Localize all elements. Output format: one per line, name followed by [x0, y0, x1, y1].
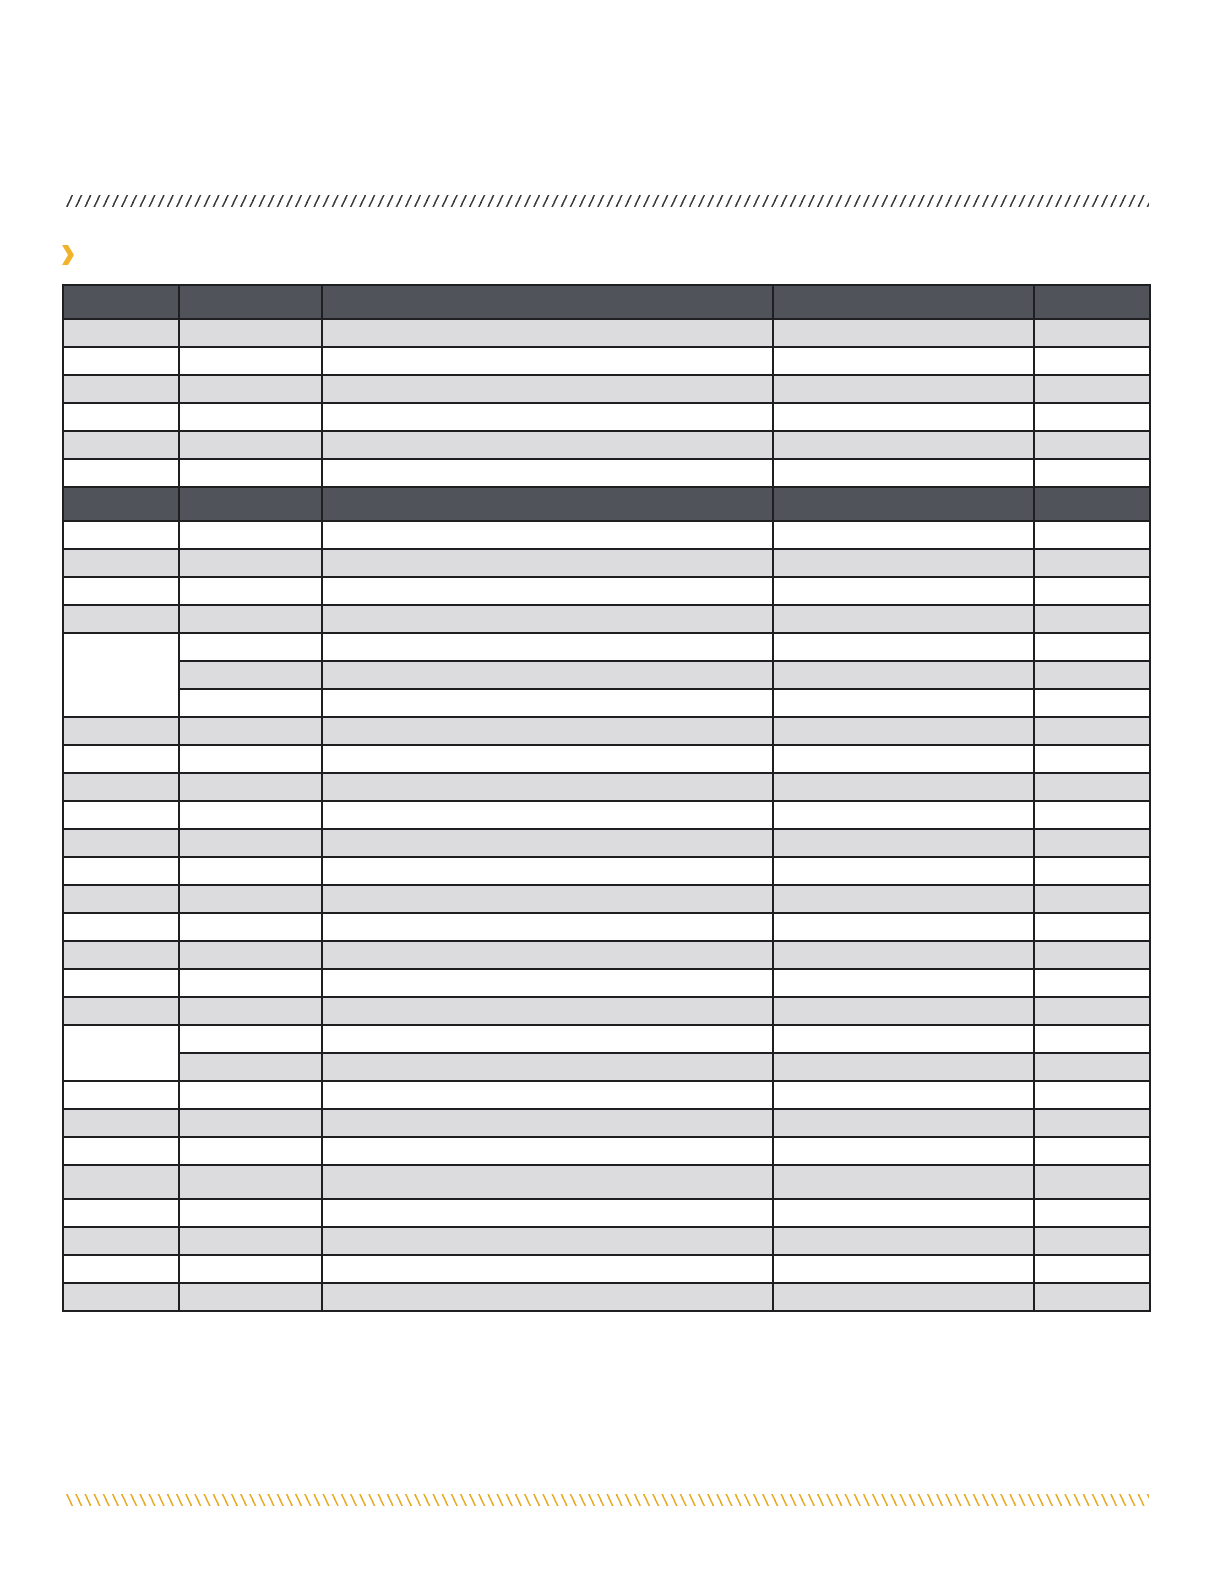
table-row	[63, 375, 1150, 403]
table-cell	[773, 661, 1034, 689]
header-cell	[773, 285, 1034, 319]
header-cell	[322, 285, 773, 319]
table-cell	[179, 829, 322, 857]
table-cell	[322, 717, 773, 745]
table-row	[63, 1081, 1150, 1109]
table-cell	[322, 633, 773, 661]
header-cell	[773, 487, 1034, 521]
table-cell	[1034, 997, 1150, 1025]
table-cell	[63, 347, 179, 375]
table-cell	[179, 633, 322, 661]
table-row	[63, 857, 1150, 885]
bottom-hatch-divider	[66, 1494, 1149, 1506]
table-cell	[1034, 375, 1150, 403]
table-cell	[63, 745, 179, 773]
table-row	[63, 801, 1150, 829]
table-cell	[1034, 941, 1150, 969]
table-row	[63, 717, 1150, 745]
table-cell	[179, 577, 322, 605]
table-cell	[1034, 689, 1150, 717]
table-cell	[179, 1053, 322, 1081]
data-table	[62, 284, 1151, 1312]
table-cell	[1034, 459, 1150, 487]
table-cell	[1034, 431, 1150, 459]
table-row	[63, 1255, 1150, 1283]
table-cell	[1034, 857, 1150, 885]
data-table-container	[62, 284, 1149, 1312]
table-cell	[1034, 403, 1150, 431]
table-cell	[63, 801, 179, 829]
table-cell	[1034, 1081, 1150, 1109]
table-cell	[773, 1199, 1034, 1227]
table-cell	[63, 1283, 179, 1311]
header-cell	[179, 487, 322, 521]
table-cell	[179, 1165, 322, 1199]
table-cell	[63, 633, 179, 717]
table-cell	[773, 521, 1034, 549]
table-cell	[1034, 1255, 1150, 1283]
table-cell	[773, 1025, 1034, 1053]
table-cell	[63, 521, 179, 549]
table-cell	[179, 1283, 322, 1311]
table-cell	[773, 717, 1034, 745]
table-row	[63, 773, 1150, 801]
table-cell	[322, 1165, 773, 1199]
table-row	[63, 549, 1150, 577]
table-cell	[773, 605, 1034, 633]
header-cell	[63, 285, 179, 319]
header-cell	[179, 285, 322, 319]
table-cell	[63, 1137, 179, 1165]
table-cell	[63, 459, 179, 487]
chevron-right-icon	[62, 245, 74, 265]
table-row	[63, 403, 1150, 431]
table-cell	[773, 1137, 1034, 1165]
table-cell	[1034, 521, 1150, 549]
table-cell	[322, 403, 773, 431]
table-cell	[179, 1137, 322, 1165]
table-cell	[1034, 745, 1150, 773]
table-cell	[1034, 1199, 1150, 1227]
table-row	[63, 913, 1150, 941]
table-cell	[63, 549, 179, 577]
table-cell	[179, 403, 322, 431]
table-row	[63, 1053, 1150, 1081]
header-cell	[63, 487, 179, 521]
table-cell	[322, 829, 773, 857]
table-cell	[773, 745, 1034, 773]
table-cell	[63, 773, 179, 801]
table-cell	[179, 689, 322, 717]
table-cell	[773, 1081, 1034, 1109]
header-cell	[1034, 285, 1150, 319]
table-header-row	[63, 487, 1150, 521]
table-cell	[322, 773, 773, 801]
table-cell	[322, 375, 773, 403]
table-cell	[322, 1283, 773, 1311]
table-cell	[179, 1025, 322, 1053]
top-hatch-divider	[66, 195, 1149, 207]
table-cell	[179, 347, 322, 375]
table-cell	[1034, 773, 1150, 801]
table-row	[63, 885, 1150, 913]
table-cell	[63, 857, 179, 885]
table-row	[63, 1199, 1150, 1227]
table-cell	[773, 459, 1034, 487]
table-row	[63, 577, 1150, 605]
table-cell	[1034, 1025, 1150, 1053]
header-cell	[1034, 487, 1150, 521]
table-row	[63, 1165, 1150, 1199]
table-cell	[1034, 319, 1150, 347]
table-cell	[322, 1199, 773, 1227]
table-cell	[179, 997, 322, 1025]
table-cell	[322, 913, 773, 941]
table-cell	[179, 549, 322, 577]
table-cell	[1034, 1283, 1150, 1311]
table-cell	[63, 885, 179, 913]
table-cell	[63, 1227, 179, 1255]
table-cell	[322, 661, 773, 689]
table-cell	[773, 1227, 1034, 1255]
table-cell	[322, 459, 773, 487]
table-cell	[773, 941, 1034, 969]
table-cell	[773, 549, 1034, 577]
table-cell	[63, 1109, 179, 1137]
table-cell	[179, 717, 322, 745]
table-cell	[63, 1199, 179, 1227]
table-cell	[322, 1025, 773, 1053]
table-cell	[1034, 1137, 1150, 1165]
table-cell	[322, 1053, 773, 1081]
table-cell	[773, 885, 1034, 913]
table-cell	[773, 829, 1034, 857]
table-cell	[322, 1255, 773, 1283]
table-cell	[63, 913, 179, 941]
table-cell	[1034, 1165, 1150, 1199]
table-cell	[773, 403, 1034, 431]
table-row	[63, 605, 1150, 633]
table-cell	[1034, 913, 1150, 941]
table-cell	[322, 941, 773, 969]
table-cell	[63, 319, 179, 347]
table-row	[63, 431, 1150, 459]
table-cell	[179, 319, 322, 347]
table-row	[63, 347, 1150, 375]
table-cell	[63, 1025, 179, 1081]
table-cell	[63, 431, 179, 459]
table-cell	[773, 1165, 1034, 1199]
table-cell	[773, 1053, 1034, 1081]
table-cell	[63, 403, 179, 431]
table-header-row	[63, 285, 1150, 319]
table-row	[63, 689, 1150, 717]
table-cell	[179, 885, 322, 913]
table-cell	[773, 633, 1034, 661]
table-row	[63, 941, 1150, 969]
table-cell	[1034, 885, 1150, 913]
table-cell	[179, 431, 322, 459]
table-cell	[63, 1081, 179, 1109]
table-cell	[773, 801, 1034, 829]
table-cell	[179, 375, 322, 403]
table-cell	[1034, 661, 1150, 689]
table-cell	[179, 801, 322, 829]
table-cell	[322, 577, 773, 605]
table-cell	[179, 605, 322, 633]
table-cell	[1034, 605, 1150, 633]
table-cell	[773, 1255, 1034, 1283]
table-cell	[322, 605, 773, 633]
table-row	[63, 633, 1150, 661]
table-cell	[322, 969, 773, 997]
table-cell	[322, 549, 773, 577]
table-cell	[63, 605, 179, 633]
table-row	[63, 1109, 1150, 1137]
table-cell	[179, 1227, 322, 1255]
table-cell	[773, 1283, 1034, 1311]
table-row	[63, 319, 1150, 347]
table-cell	[1034, 549, 1150, 577]
table-cell	[63, 375, 179, 403]
table-cell	[179, 1109, 322, 1137]
table-cell	[63, 1165, 179, 1199]
table-row	[63, 1283, 1150, 1311]
table-cell	[322, 431, 773, 459]
table-cell	[773, 1109, 1034, 1137]
table-cell	[773, 689, 1034, 717]
table-cell	[322, 1137, 773, 1165]
table-cell	[773, 997, 1034, 1025]
table-cell	[63, 1255, 179, 1283]
table-cell	[1034, 801, 1150, 829]
table-cell	[773, 347, 1034, 375]
table-cell	[1034, 577, 1150, 605]
table-cell	[322, 689, 773, 717]
table-row	[63, 521, 1150, 549]
table-cell	[322, 885, 773, 913]
table-cell	[63, 829, 179, 857]
header-cell	[322, 487, 773, 521]
table-cell	[179, 1255, 322, 1283]
table-cell	[322, 997, 773, 1025]
table-cell	[773, 431, 1034, 459]
table-cell	[1034, 717, 1150, 745]
table-row	[63, 829, 1150, 857]
table-cell	[63, 997, 179, 1025]
table-cell	[63, 941, 179, 969]
table-cell	[63, 577, 179, 605]
table-cell	[322, 319, 773, 347]
table-cell	[179, 745, 322, 773]
table-row	[63, 997, 1150, 1025]
table-cell	[322, 1109, 773, 1137]
table-cell	[773, 969, 1034, 997]
table-cell	[1034, 829, 1150, 857]
table-cell	[773, 577, 1034, 605]
table-cell	[179, 1081, 322, 1109]
table-cell	[1034, 1109, 1150, 1137]
table-row	[63, 969, 1150, 997]
table-row	[63, 661, 1150, 689]
table-row	[63, 745, 1150, 773]
table-cell	[179, 1199, 322, 1227]
table-row	[63, 1137, 1150, 1165]
table-cell	[1034, 633, 1150, 661]
table-cell	[1034, 1227, 1150, 1255]
table-cell	[179, 857, 322, 885]
table-cell	[773, 375, 1034, 403]
table-cell	[322, 521, 773, 549]
table-cell	[63, 969, 179, 997]
table-cell	[179, 969, 322, 997]
table-cell	[773, 773, 1034, 801]
table-cell	[1034, 347, 1150, 375]
table-cell	[322, 347, 773, 375]
table-cell	[179, 773, 322, 801]
table-cell	[179, 661, 322, 689]
table-cell	[773, 319, 1034, 347]
table-cell	[179, 913, 322, 941]
table-cell	[322, 745, 773, 773]
table-cell	[773, 857, 1034, 885]
table-cell	[322, 857, 773, 885]
table-cell	[322, 1227, 773, 1255]
table-row	[63, 1227, 1150, 1255]
table-cell	[1034, 969, 1150, 997]
table-cell	[1034, 1053, 1150, 1081]
table-cell	[63, 717, 179, 745]
table-cell	[179, 941, 322, 969]
table-cell	[179, 459, 322, 487]
table-cell	[322, 1081, 773, 1109]
table-cell	[179, 521, 322, 549]
table-cell	[773, 913, 1034, 941]
table-cell	[322, 801, 773, 829]
table-section-2	[63, 521, 1150, 1311]
table-row	[63, 1025, 1150, 1053]
table-row	[63, 459, 1150, 487]
